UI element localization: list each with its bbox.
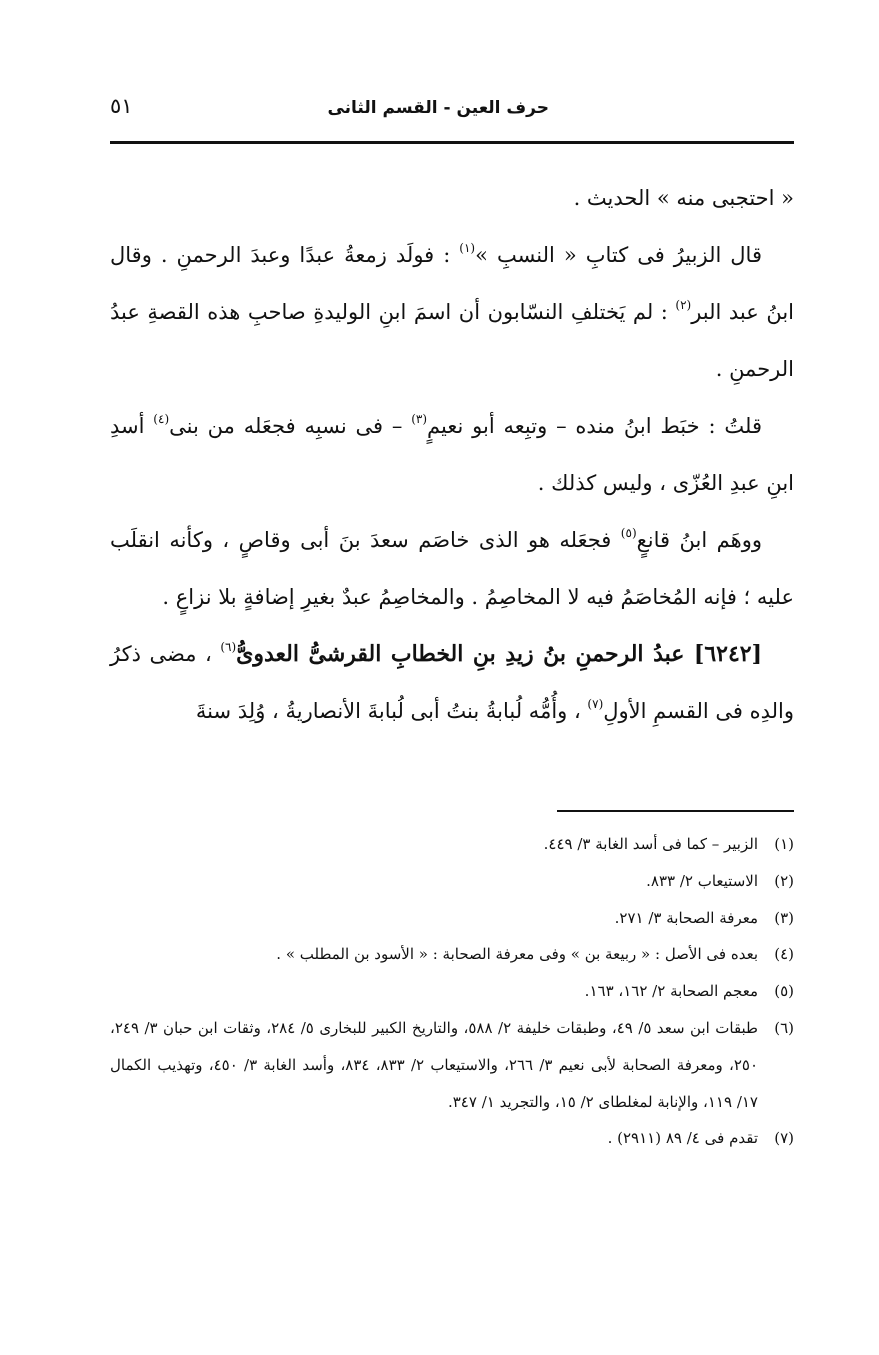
paragraph-4: [110, 512, 794, 626]
footnote-number: (٣): [774, 908, 794, 927]
footnote-ref-1: (١): [459, 241, 476, 255]
footnote-6: [110, 1010, 794, 1120]
footnote-text: طبقات ابن سعد ٥/ ٤٩، وطبقات خليفة ٢/ ٥٨٨، والتاريخ الكبير للبخارى ٥/ ٢٨٤، وثقات ابن حبان ٣/ ٢٤٩، ٢٥٠، ومعرفة الصحابة لأبى نعيم ٣/ ٢٦٦، والاستيعاب ٢/ ٨٣٣، ٨٣٤، وأسد الغابة ٣/ ٤٥٠، وتهذيب الكمال ١٧/ ١١٩، والإنابة لمغلطاى ٢/ ١٥، والتجريد ١/ ٣٤٧.: [110, 1018, 758, 1111]
text-segment: : فولَد زمعةُ عبدًا وعبدَ الرحمنِ . وقال ابنُ عبد البر: [110, 243, 794, 324]
main-text: [110, 170, 794, 740]
footnote-text: الاستيعاب ٢/ ٨٣٣.: [646, 871, 758, 890]
footnote-7: [110, 1120, 794, 1157]
footnote-ref-7: (٧): [587, 697, 604, 711]
entry-heading: [٦٢٤٢] عبدُ الرحمنِ بنُ زيدِ بنِ الخطابِ القرشىُّ العدوىُّ: [236, 641, 763, 667]
text-segment: قال الزبيرُ فى كتابِ « النسبِ »: [475, 243, 762, 267]
footnote-text: بعده فى الأصل : « ربيعة بن » وفى معرفة الصحابة : « الأسود بن المطلب » .: [276, 945, 758, 964]
footnote-ref-3: (٣): [411, 412, 428, 426]
footnote-text: معجم الصحابة ٢/ ١٦٢، ١٦٣.: [584, 982, 758, 1001]
footnote-text: معرفة الصحابة ٣/ ٢٧١.: [614, 908, 758, 927]
footnote-2: [110, 863, 794, 900]
text-segment: قلتُ : خبَط ابنُ منده – وتبِعه أبو نعيمٍ: [427, 414, 762, 438]
text-segment: : لم يَختلفِ النسّابون أن اسمَ ابنِ الوليدةِ صاحبِ هذه القصةِ عبدُ الرحمنِ .: [110, 300, 794, 381]
footnote-number: (٤): [774, 945, 794, 964]
footnote-text: الزبير – كما فى أسد الغابة ٣/ ٤٤٩.: [543, 835, 758, 853]
footnote-ref-4: (٤): [153, 412, 170, 426]
page-header: [110, 92, 794, 132]
paragraph-5: [110, 626, 794, 740]
footnote-number: (١): [774, 835, 794, 853]
text-segment: ، مضى ذكرُ والدِه فى القسمِ الأولِ: [110, 642, 794, 723]
footnote-ref-2: (٢): [675, 298, 692, 312]
text-segment: ووهَم ابنُ قانعٍ: [636, 528, 762, 552]
footnote-number: (٥): [774, 982, 794, 1001]
footnotes: [110, 826, 794, 1157]
running-title: حرف العين - القسم الثانى: [327, 98, 549, 118]
footnote-number: (٦): [774, 1018, 794, 1037]
footnote-number: (٢): [774, 871, 794, 890]
footnote-4: [110, 936, 794, 973]
footnote-3: [110, 900, 794, 937]
paragraph-2: [110, 227, 794, 398]
header-rule: [110, 141, 794, 144]
text-segment: أسدِ ابنِ عبدِ العُزّى ، وليس كذلك .: [110, 414, 794, 495]
page-number: ٥١: [110, 94, 133, 118]
text-segment: – فى نسبِه فجعَله من بنى: [169, 414, 412, 438]
footnote-text: تقدم فى ٤/ ٨٩ (٢٩١١) .: [607, 1129, 758, 1148]
footnote-1: [110, 826, 794, 863]
paragraph-3: [110, 398, 794, 512]
footnote-number: (٧): [774, 1129, 794, 1148]
footnote-separator: [557, 810, 794, 812]
text-segment: ، وأُمُّه لُبابةُ بنتُ أبى لُبابةَ الأنصاريةُ ، وُلِدَ سنةَ: [195, 699, 588, 723]
paragraph-1: « احتجبى منه » الحديث .: [573, 186, 794, 210]
footnote-ref-5: (٥): [620, 526, 637, 540]
footnote-5: [110, 973, 794, 1010]
footnote-ref-6: (٦): [220, 640, 237, 654]
text-segment: فجعَله هو الذى خاصَم سعدَ بنَ أبى وقاصٍ ، وكأنه انقلَب عليه ؛ فإنه المُخاصَمُ فيه لا المخاصِمُ . والمخاصِمُ عبدٌ بغيرِ إضافةٍ بلا نزاعٍ .: [110, 528, 794, 609]
